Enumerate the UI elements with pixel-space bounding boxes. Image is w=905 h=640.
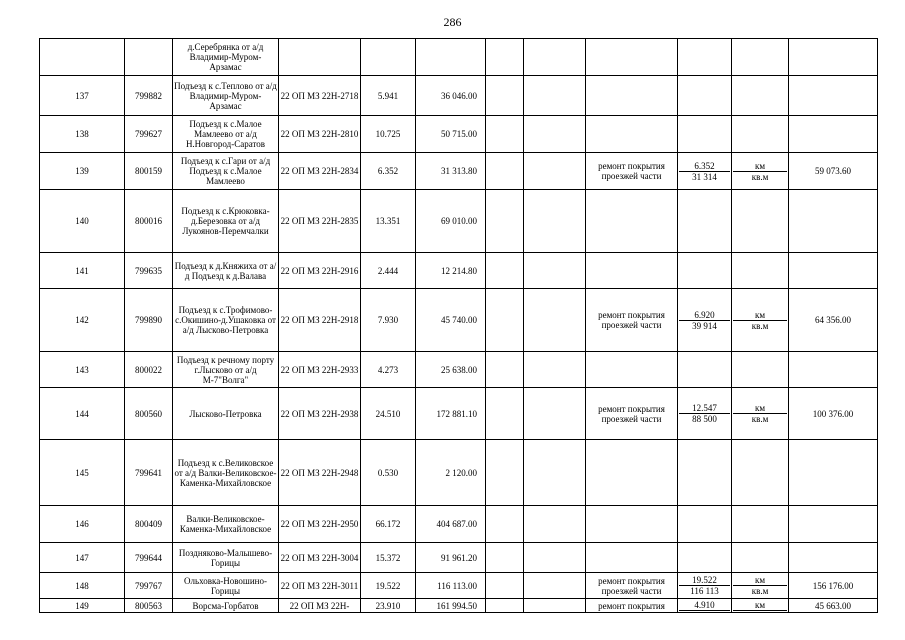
unit-cell: км кв.м: [732, 153, 789, 190]
length-cell: [361, 39, 416, 76]
road-name-cell: Подъезд к с.Трофимово-с.Окишино-д.Ушаковка от а/д Лысково-Петровка: [173, 289, 279, 352]
unit-cell: км кв.м: [732, 388, 789, 440]
cost-cell: [416, 39, 486, 76]
page-number: 286: [443, 15, 462, 29]
blank-cell: [486, 440, 524, 506]
row-number-cell: 148: [40, 573, 125, 599]
road-register-table: [39, 38, 878, 613]
road-id-cell: 22 ОП МЗ 22Н-3011: [279, 573, 361, 599]
road-id-cell: 22 ОП МЗ 22Н-2916: [279, 253, 361, 289]
road-code-cell: 799635: [125, 253, 173, 289]
work-type-cell: [586, 253, 678, 289]
blank-cell: [524, 289, 586, 352]
unit-cell: [732, 76, 789, 116]
total-cell: [789, 253, 878, 289]
blank-cell: [524, 573, 586, 599]
road-code-cell: 799627: [125, 116, 173, 153]
blank-cell: [524, 352, 586, 388]
total-cell: 45 663.00: [789, 599, 878, 613]
quantity-cell: 6.352 31 314: [678, 153, 732, 190]
table-row: [40, 76, 878, 116]
work-type-cell: [586, 506, 678, 543]
row-number-cell: 146: [40, 506, 125, 543]
table-row: [40, 253, 878, 289]
quantity-cell: [678, 253, 732, 289]
blank-cell: [524, 599, 586, 613]
work-type-cell: [586, 440, 678, 506]
table-row: [40, 388, 878, 440]
unit-cell: [732, 190, 789, 253]
quantity-cell: [678, 440, 732, 506]
road-code-cell: 800560: [125, 388, 173, 440]
road-name-cell: Ворсма-Горбатов: [173, 599, 279, 613]
row-number-cell: 141: [40, 253, 125, 289]
blank-cell: [486, 573, 524, 599]
road-name-cell: Лысково-Петровка: [173, 388, 279, 440]
table-row: [40, 506, 878, 543]
blank-cell: [524, 190, 586, 253]
road-id-cell: 22 ОП МЗ 22Н-: [279, 599, 361, 613]
table-row: [40, 153, 878, 190]
table-row: [40, 543, 878, 573]
work-type-cell: ремонт покрытия проезжей части: [586, 153, 678, 190]
cost-cell: 91 961.20: [416, 543, 486, 573]
row-number-cell: 143: [40, 352, 125, 388]
total-cell: [789, 116, 878, 153]
road-id-cell: 22 ОП МЗ 22Н-2718: [279, 76, 361, 116]
road-code-cell: 799644: [125, 543, 173, 573]
length-cell: 7.930: [361, 289, 416, 352]
table-row: [40, 39, 878, 76]
blank-cell: [486, 352, 524, 388]
blank-cell: [524, 39, 586, 76]
unit-cell: [732, 506, 789, 543]
row-number-cell: 142: [40, 289, 125, 352]
blank-cell: [524, 440, 586, 506]
quantity-cell: [678, 352, 732, 388]
road-id-cell: 22 ОП МЗ 22Н-2810: [279, 116, 361, 153]
total-cell: [789, 190, 878, 253]
row-number-cell: [40, 39, 125, 76]
work-type-cell: ремонт покрытия: [586, 599, 678, 613]
road-name-cell: Валки-Великовское-Каменка-Михайловское: [173, 506, 279, 543]
cost-cell: 50 715.00: [416, 116, 486, 153]
work-type-cell: [586, 76, 678, 116]
total-cell: [789, 543, 878, 573]
road-code-cell: 799890: [125, 289, 173, 352]
unit-cell: км: [732, 599, 789, 613]
total-cell: [789, 76, 878, 116]
total-cell: 156 176.00: [789, 573, 878, 599]
road-id-cell: 22 ОП МЗ 22Н-3004: [279, 543, 361, 573]
road-code-cell: [125, 39, 173, 76]
unit-cell: [732, 253, 789, 289]
road-code-cell: 800016: [125, 190, 173, 253]
road-code-cell: 800022: [125, 352, 173, 388]
road-id-cell: 22 ОП МЗ 22Н-2950: [279, 506, 361, 543]
blank-cell: [524, 253, 586, 289]
road-name-cell: Поздняково-Малышево-Горицы: [173, 543, 279, 573]
road-code-cell: 799767: [125, 573, 173, 599]
cost-cell: 36 046.00: [416, 76, 486, 116]
blank-cell: [486, 289, 524, 352]
row-number-cell: 138: [40, 116, 125, 153]
unit-cell: [732, 543, 789, 573]
road-id-cell: [279, 39, 361, 76]
row-number-cell: 144: [40, 388, 125, 440]
road-id-cell: 22 ОП МЗ 22Н-2948: [279, 440, 361, 506]
blank-cell: [524, 153, 586, 190]
road-id-cell: 22 ОП МЗ 22Н-2835: [279, 190, 361, 253]
work-type-cell: [586, 190, 678, 253]
blank-cell: [486, 153, 524, 190]
length-cell: 15.372: [361, 543, 416, 573]
table-row: [40, 116, 878, 153]
cost-cell: 2 120.00: [416, 440, 486, 506]
length-cell: 66.172: [361, 506, 416, 543]
blank-cell: [524, 388, 586, 440]
table-row: [40, 573, 878, 599]
quantity-cell: 4.910: [678, 599, 732, 613]
work-type-cell: [586, 543, 678, 573]
cost-cell: 25 638.00: [416, 352, 486, 388]
road-id-cell: 22 ОП МЗ 22Н-2918: [279, 289, 361, 352]
blank-cell: [486, 116, 524, 153]
cost-cell: 12 214.80: [416, 253, 486, 289]
blank-cell: [524, 116, 586, 153]
blank-cell: [486, 388, 524, 440]
quantity-cell: [678, 39, 732, 76]
total-cell: [789, 440, 878, 506]
work-type-cell: [586, 352, 678, 388]
blank-cell: [486, 39, 524, 76]
blank-cell: [486, 190, 524, 253]
quantity-cell: 19.522 116 113: [678, 573, 732, 599]
length-cell: 0.530: [361, 440, 416, 506]
table-row: [40, 190, 878, 253]
road-id-cell: 22 ОП МЗ 22Н-2938: [279, 388, 361, 440]
road-name-cell: Подъезд к с.Великовское от а/д Валки-Великовское-Каменка-Михайловское: [173, 440, 279, 506]
quantity-cell: 12.547 88 500: [678, 388, 732, 440]
road-name-cell: Подъезд к с.Гари от а/д Подъезд к с.Малое Мамлеево: [173, 153, 279, 190]
work-type-cell: ремонт покрытия проезжей части: [586, 289, 678, 352]
row-number-cell: 140: [40, 190, 125, 253]
blank-cell: [486, 76, 524, 116]
blank-cell: [486, 253, 524, 289]
blank-cell: [524, 543, 586, 573]
row-number-cell: 139: [40, 153, 125, 190]
length-cell: 19.522: [361, 573, 416, 599]
cost-cell: 45 740.00: [416, 289, 486, 352]
unit-cell: [732, 440, 789, 506]
road-code-cell: 800563: [125, 599, 173, 613]
quantity-cell: [678, 190, 732, 253]
road-code-cell: 800409: [125, 506, 173, 543]
length-cell: 24.510: [361, 388, 416, 440]
quantity-cell: [678, 543, 732, 573]
row-number-cell: 145: [40, 440, 125, 506]
unit-cell: [732, 116, 789, 153]
row-number-cell: 149: [40, 599, 125, 613]
road-name-cell: Подъезд к с.Крюковка-д.Березовка от а/д Лукоянов-Перемчалки: [173, 190, 279, 253]
unit-cell: км кв.м: [732, 289, 789, 352]
cost-cell: 404 687.00: [416, 506, 486, 543]
length-cell: 13.351: [361, 190, 416, 253]
cost-cell: 31 313.80: [416, 153, 486, 190]
length-cell: 5.941: [361, 76, 416, 116]
road-id-cell: 22 ОП МЗ 22Н-2933: [279, 352, 361, 388]
row-number-cell: 137: [40, 76, 125, 116]
table-row: [40, 289, 878, 352]
road-name-cell: Подъезд к речному порту г.Лысково от а/д М-7"Волга": [173, 352, 279, 388]
length-cell: 6.352: [361, 153, 416, 190]
quantity-cell: [678, 76, 732, 116]
total-cell: 59 073.60: [789, 153, 878, 190]
work-type-cell: [586, 39, 678, 76]
work-type-cell: [586, 116, 678, 153]
work-type-cell: ремонт покрытия проезжей части: [586, 573, 678, 599]
table-row: [40, 352, 878, 388]
cost-cell: 172 881.10: [416, 388, 486, 440]
road-code-cell: 799882: [125, 76, 173, 116]
cost-cell: 161 994.50: [416, 599, 486, 613]
length-cell: 10.725: [361, 116, 416, 153]
road-name-cell: Подъезд к д.Княжиха от а/д Подъезд к д.Валава: [173, 253, 279, 289]
blank-cell: [486, 543, 524, 573]
unit-cell: [732, 352, 789, 388]
quantity-cell: 6.920 39 914: [678, 289, 732, 352]
quantity-cell: [678, 116, 732, 153]
total-cell: [789, 39, 878, 76]
blank-cell: [486, 506, 524, 543]
total-cell: [789, 352, 878, 388]
table-row: [40, 440, 878, 506]
road-name-cell: Ольховка-Новошино-Горицы: [173, 573, 279, 599]
blank-cell: [524, 76, 586, 116]
length-cell: 2.444: [361, 253, 416, 289]
road-name-cell: Подъезд к с.Теплово от а/д Владимир-Муром-Арзамас: [173, 76, 279, 116]
quantity-cell: [678, 506, 732, 543]
road-code-cell: 800159: [125, 153, 173, 190]
blank-cell: [524, 506, 586, 543]
work-type-cell: ремонт покрытия проезжей части: [586, 388, 678, 440]
total-cell: 64 356.00: [789, 289, 878, 352]
road-name-cell: Подъезд к с.Малое Мамлеево от а/д Н.Новгород-Саратов: [173, 116, 279, 153]
cost-cell: 69 010.00: [416, 190, 486, 253]
unit-cell: [732, 39, 789, 76]
table-row: [40, 599, 878, 613]
length-cell: 4.273: [361, 352, 416, 388]
row-number-cell: 147: [40, 543, 125, 573]
total-cell: [789, 506, 878, 543]
road-code-cell: 799641: [125, 440, 173, 506]
length-cell: 23.910: [361, 599, 416, 613]
total-cell: 100 376.00: [789, 388, 878, 440]
road-id-cell: 22 ОП МЗ 22Н-2834: [279, 153, 361, 190]
road-name-cell: д.Серебрянка от а/д Владимир-Муром-Арзамас: [173, 39, 279, 76]
blank-cell: [486, 599, 524, 613]
cost-cell: 116 113.00: [416, 573, 486, 599]
unit-cell: км кв.м: [732, 573, 789, 599]
